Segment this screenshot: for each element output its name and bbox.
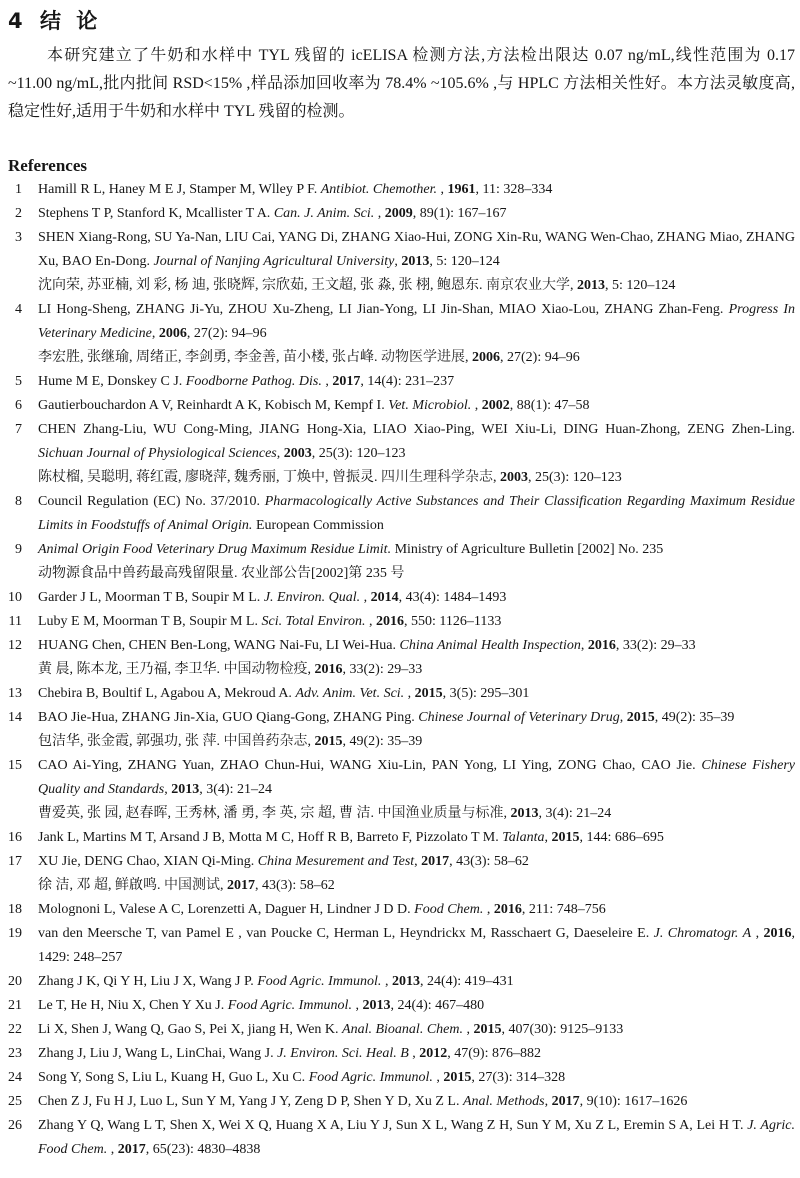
reference-number: 6 — [15, 398, 22, 413]
reference-year: 2006 — [472, 350, 500, 365]
reference-year: 2012 — [419, 1046, 448, 1061]
reference-authors: Garder J L, Moorman T B, Soupir M L. — [38, 590, 264, 605]
reference-separator: , — [544, 1094, 552, 1109]
reference-details: , 27(2): 94–96 — [500, 350, 580, 365]
reference-year: 2015 — [473, 1022, 502, 1037]
reference-details: , 1429: 248–257 — [38, 926, 795, 965]
reference-details: , 144: 686–695 — [579, 830, 664, 845]
reference-journal: Journal of Nanjing Agricultural University — [153, 254, 395, 269]
reference-details: , 407(30): 9125–9133 — [501, 1022, 624, 1037]
reference-authors: Zhang J K, Qi Y H, Liu J X, Wang J P. — [38, 974, 258, 989]
reference-details: , 25(3): 120–123 — [311, 446, 406, 461]
reference-year: 2015 — [314, 734, 343, 749]
reference-journal: China Animal Health Inspection — [399, 638, 581, 653]
reference-year: 2016 — [587, 638, 616, 653]
reference-number: 11 — [8, 614, 22, 629]
reference-journal: J. Environ. Sci. Heal. B — [277, 1046, 409, 1061]
reference-journal: Antibiot. Chemother. — [320, 182, 438, 197]
reference-authors: van den Meersche T, van Pamel E , van Poucke C, Herman L, Heyndrickx M, Rasschaert G, Daeseleire E. — [38, 926, 654, 941]
reference-authors: 动物源食品中兽药最高残留限量. 农业部公告[2002]第 235 号 — [38, 566, 405, 581]
reference-separator: , — [751, 926, 764, 941]
reference-body — [38, 1066, 795, 1090]
reference-separator: , — [544, 830, 552, 845]
reference-separator: , — [483, 902, 494, 917]
reference-item — [0, 418, 795, 490]
reference-year: 2013 — [510, 806, 539, 821]
reference-line-english — [38, 922, 795, 970]
reference-year: 2014 — [370, 590, 399, 605]
reference-year: 2017 — [551, 1094, 580, 1109]
reference-item — [0, 178, 795, 202]
reference-authors: CHEN Zhang-Liu, WU Cong-Ming, JIANG Hong-Xia, LIAO Xiao-Ping, WEI Xiu-Li, DING Huan-Zhong, ZENG Zhen-Ling. — [38, 422, 795, 437]
reference-number: 18 — [8, 902, 22, 917]
reference-journal: Chinese Journal of Veterinary Drug — [418, 710, 620, 725]
reference-year: 2009 — [384, 206, 413, 221]
reference-item — [0, 754, 795, 826]
reference-separator: , — [276, 446, 284, 461]
reference-details: , 43(3): 58–62 — [255, 878, 335, 893]
reference-line-chinese — [38, 562, 795, 586]
reference-year: 2013 — [362, 998, 391, 1013]
reference-number: 26 — [8, 1118, 22, 1133]
reference-body — [38, 370, 795, 394]
reference-number: 13 — [8, 686, 22, 701]
section-title: 结 论 — [40, 9, 98, 33]
reference-authors: Chen Z J, Fu H J, Luo L, Sun Y M, Yang J Y, Zeng D P, Shen Y D, Xu Z L. — [38, 1094, 463, 1109]
reference-body — [38, 298, 795, 370]
reference-journal: 中国渔业质量与标准 — [377, 806, 504, 821]
reference-number: 9 — [15, 542, 22, 557]
reference-year: 2015 — [551, 830, 580, 845]
reference-year: 2016 — [493, 902, 522, 917]
reference-journal: Sci. Total Environ. — [261, 614, 366, 629]
reference-journal: Food Chem. — [414, 902, 484, 917]
reference-separator: , — [462, 1022, 474, 1037]
reference-details: , 89(1): 167–167 — [412, 206, 507, 221]
reference-list — [0, 178, 795, 1162]
reference-body — [38, 610, 795, 634]
reference-year: 2016 — [314, 662, 343, 677]
reference-separator: , — [503, 806, 511, 821]
reference-body — [38, 394, 795, 418]
reference-separator: , — [365, 614, 376, 629]
reference-year: 2016 — [763, 926, 792, 941]
section-number: 4 — [8, 9, 23, 33]
reference-number: 19 — [8, 926, 22, 941]
reference-separator: , — [619, 710, 627, 725]
reference-number: 1 — [15, 182, 22, 197]
reference-line-english — [38, 754, 795, 802]
reference-authors: Hamill R L, Haney M E J, Stamper M, Wlley P F. — [38, 182, 321, 197]
reference-year: 2015 — [414, 686, 443, 701]
reference-authors: Gautierbouchardon A V, Reinhardt A K, Kobisch M, Kempf I. — [38, 398, 389, 413]
reference-authors: XU Jie, DENG Chao, XIAN Qi-Ming. — [38, 854, 258, 869]
reference-item — [0, 226, 795, 298]
reference-item — [0, 610, 795, 634]
reference-details: , 11: 328–334 — [475, 182, 553, 197]
reference-line-english — [38, 418, 795, 466]
reference-details: , 24(4): 467–480 — [390, 998, 485, 1013]
reference-details: , 43(4): 1484–1493 — [398, 590, 507, 605]
reference-number: 15 — [8, 758, 22, 773]
reference-body — [38, 418, 795, 490]
reference-item — [0, 706, 795, 754]
reference-body — [38, 1090, 795, 1114]
reference-authors: CAO Ai-Ying, ZHANG Yuan, ZHAO Chun-Hui, WANG Xiu-Lin, PAN Yong, LI Ying, ZONG Chao, CAO Jie. — [38, 758, 702, 773]
reference-item — [0, 1042, 795, 1066]
reference-line-chinese — [38, 466, 795, 490]
reference-authors: Zhang J, Liu J, Wang L, LinChai, Wang J. — [38, 1046, 278, 1061]
reference-number: 10 — [8, 590, 22, 605]
reference-line-english — [38, 298, 795, 346]
reference-body — [38, 538, 795, 586]
reference-item — [0, 1114, 795, 1162]
reference-authors: 曹爱英, 张 园, 赵春晖, 王秀林, 潘 勇, 李 英, 宗 超, 曹 洁. — [38, 806, 378, 821]
reference-separator: , — [107, 1142, 118, 1157]
reference-authors: HUANG Chen, CHEN Ben-Long, WANG Nai-Fu, LI Wei-Hua. — [38, 638, 400, 653]
reference-journal: Talanta — [502, 830, 545, 845]
reference-line-english — [38, 1114, 795, 1162]
reference-item — [0, 850, 795, 898]
reference-year: 1961 — [447, 182, 476, 197]
reference-authors: BAO Jie-Hua, ZHANG Jin-Xia, GUO Qiang-Gong, ZHANG Ping. — [38, 710, 419, 725]
reference-number: 24 — [8, 1070, 22, 1085]
reference-year: 2006 — [158, 326, 187, 341]
reference-number: 2 — [15, 206, 22, 221]
reference-body — [38, 586, 795, 610]
reference-body — [38, 754, 795, 826]
reference-number: 8 — [15, 494, 22, 509]
reference-journal: Chinese Fishery Quality and Standards — [38, 758, 795, 797]
reference-line-english — [38, 586, 795, 610]
reference-line-english — [38, 202, 795, 226]
reference-line-chinese — [38, 874, 795, 898]
reference-authors: 徐 洁, 邓 超, 鲜啟鸣. — [38, 878, 164, 893]
reference-year: 2003 — [500, 470, 528, 485]
reference-authors: Chebira B, Boultif L, Agabou A, Mekroud A. — [38, 686, 296, 701]
reference-details: , 3(4): 21–24 — [199, 782, 272, 797]
reference-line-chinese — [38, 658, 795, 682]
reference-body — [38, 682, 795, 706]
reference-journal: Anal. Bioanal. Chem. — [342, 1022, 463, 1037]
reference-line-english — [38, 1066, 795, 1090]
reference-item — [0, 538, 795, 586]
reference-authors: Council Regulation (EC) No. 37/2010. — [38, 494, 265, 509]
reference-number: 4 — [15, 302, 22, 317]
reference-details: Ministry of Agriculture Bulletin [2002] No. 235 — [391, 542, 664, 557]
reference-year: 2017 — [421, 854, 450, 869]
reference-line-english — [38, 1042, 795, 1066]
reference-line-chinese — [38, 802, 795, 826]
reference-body — [38, 898, 795, 922]
reference-details: , 43(3): 58–62 — [449, 854, 529, 869]
reference-details: , 3(5): 295–301 — [442, 686, 530, 701]
reference-body — [38, 490, 795, 538]
reference-item — [0, 1018, 795, 1042]
reference-line-english — [38, 1018, 795, 1042]
reference-separator: , — [307, 662, 315, 677]
reference-authors: 李宏胜, 张继瑜, 周绪正, 李剑勇, 李金善, 苗小楼, 张占峰. — [38, 350, 381, 365]
reference-item — [0, 370, 795, 394]
reference-details: , 88(1): 47–58 — [509, 398, 590, 413]
reference-journal: Anal. Methods — [462, 1094, 545, 1109]
reference-year: 2015 — [626, 710, 655, 725]
reference-journal: J. Agric. Food Chem. — [38, 1118, 795, 1157]
reference-details: , 5: 120–124 — [605, 278, 676, 293]
reference-year: 2013 — [171, 782, 200, 797]
reference-journal: Pharmacologically Active Substances and Their Classification Regarding Maximum Residue Limits in Foodstuffs of Animal Origin. — [38, 494, 795, 533]
reference-journal: 四川生理科学杂志 — [381, 470, 493, 485]
reference-journal: Vet. Microbiol. — [388, 398, 472, 413]
reference-number: 5 — [15, 374, 22, 389]
reference-authors: Jank L, Martins M T, Arsand J B, Motta M C, Hoff R B, Barreto F, Pizzolato T M. — [38, 830, 503, 845]
reference-separator: , — [151, 326, 159, 341]
reference-item — [0, 922, 795, 970]
reference-item — [0, 1066, 795, 1090]
reference-details: , 49(2): 35–39 — [342, 734, 423, 749]
section-heading — [8, 6, 97, 36]
reference-line-chinese — [38, 730, 795, 754]
reference-year: 2013 — [401, 254, 430, 269]
reference-number: 12 — [8, 638, 22, 653]
reference-journal: 中国动物检疫 — [223, 662, 308, 677]
reference-number: 3 — [15, 230, 22, 245]
reference-details: , 24(4): 419–431 — [419, 974, 514, 989]
reference-body — [38, 1042, 795, 1066]
reference-separator: , — [414, 854, 422, 869]
reference-number: 23 — [8, 1046, 22, 1061]
reference-authors: Hume M E, Donskey C J. — [38, 374, 186, 389]
reference-details: , 33(2): 29–33 — [615, 638, 696, 653]
reference-separator: , — [465, 350, 472, 365]
reference-body — [38, 922, 795, 970]
reference-authors: 包洁华, 张金霞, 郭强功, 张 萍. — [38, 734, 224, 749]
reference-item — [0, 490, 795, 538]
reference-year: 2013 — [577, 278, 605, 293]
reference-authors: Le T, He H, Niu X, Chen Y Xu J. — [38, 998, 228, 1013]
reference-item — [0, 826, 795, 850]
reference-authors: 陈杖榴, 吴聪明, 蒋红霞, 廖晓萍, 魏秀丽, 丁焕中, 曾振灵. — [38, 470, 381, 485]
reference-separator: , — [404, 686, 415, 701]
reference-number: 21 — [8, 998, 22, 1013]
reference-line-english — [38, 682, 795, 706]
reference-body — [38, 826, 795, 850]
reference-item — [0, 970, 795, 994]
reference-line-english — [38, 490, 795, 538]
reference-year: 2013 — [391, 974, 420, 989]
reference-authors: Li X, Shen J, Wang Q, Gao S, Pei X, jiang H, Wen K. — [38, 1022, 343, 1037]
reference-line-english — [38, 898, 795, 922]
reference-line-english — [38, 1090, 795, 1114]
reference-details: , 9(10): 1617–1626 — [579, 1094, 688, 1109]
reference-body — [38, 226, 795, 298]
reference-separator: , — [394, 254, 402, 269]
reference-line-english — [38, 970, 795, 994]
reference-journal: Can. J. Anim. Sci. — [273, 206, 375, 221]
reference-journal: 中国兽药杂志 — [223, 734, 308, 749]
reference-line-english — [38, 394, 795, 418]
reference-journal: Adv. Anim. Vet. Sci. — [295, 686, 405, 701]
reference-number: 20 — [8, 974, 22, 989]
reference-separator: , — [437, 182, 448, 197]
reference-item — [0, 298, 795, 370]
reference-authors: Song Y, Song S, Liu L, Kuang H, Guo L, Xu C. — [38, 1070, 309, 1085]
reference-journal: Animal Origin Food Veterinary Drug Maximum Residue Limit. — [38, 542, 392, 557]
reference-item — [0, 898, 795, 922]
reference-details: , 27(2): 94–96 — [186, 326, 267, 341]
references-heading: References — [8, 156, 87, 175]
reference-year: 2016 — [375, 614, 404, 629]
reference-line-chinese — [38, 346, 795, 370]
reference-journal: Food Agric. Immunol. — [257, 974, 382, 989]
reference-year: 2003 — [283, 446, 312, 461]
reference-details: , 47(9): 876–882 — [447, 1046, 541, 1061]
reference-separator: , — [321, 374, 333, 389]
reference-item — [0, 394, 795, 418]
reference-number: 7 — [15, 422, 22, 437]
reference-separator: , — [493, 470, 500, 485]
reference-journal: J. Chromatogr. A — [653, 926, 752, 941]
reference-authors: Molognoni L, Valese A C, Lorenzetti A, Daguer H, Lindner J D D. — [38, 902, 415, 917]
reference-separator: , — [408, 1046, 420, 1061]
reference-journal: J. Environ. Qual. — [263, 590, 361, 605]
reference-item — [0, 634, 795, 682]
reference-details: , 550: 1126–1133 — [403, 614, 502, 629]
reference-details: , 3(4): 21–24 — [538, 806, 612, 821]
reference-separator: , — [374, 206, 385, 221]
reference-year: 2017 — [117, 1142, 146, 1157]
reference-details: , 27(3): 314–328 — [471, 1070, 566, 1085]
reference-journal: Progress In Veterinary Medicine — [38, 302, 795, 341]
reference-year: 2017 — [332, 374, 361, 389]
reference-number: 16 — [8, 830, 22, 845]
reference-separator: , — [471, 398, 482, 413]
reference-separator: , — [580, 638, 588, 653]
reference-body — [38, 1018, 795, 1042]
reference-details: European Commission — [252, 518, 384, 533]
reference-details: , 25(3): 120–123 — [528, 470, 622, 485]
conclusion-paragraph: 本研究建立了牛奶和水样中 TYL 残留的 icELISA 检测方法,方法检出限达 0.07 ng/mL,线性范围为 0.17 ~11.00 ng/mL,批内批间 RSD<15% ,样品添加回收率为 78.4% ~105.6% ,与 HPLC 方法相关性好。本方法灵敏度高,稳定性好,适用于牛奶和水样中 TYL 残留的检测。 — [8, 47, 795, 120]
reference-body — [38, 202, 795, 226]
reference-year: 2002 — [481, 398, 510, 413]
reference-line-english — [38, 226, 795, 274]
reference-number: 14 — [8, 710, 22, 725]
reference-line-english — [38, 994, 795, 1018]
reference-line-english — [38, 634, 795, 658]
reference-details: , 5: 120–124 — [429, 254, 500, 269]
reference-item — [0, 994, 795, 1018]
reference-line-english — [38, 538, 795, 562]
reference-separator: , — [164, 782, 172, 797]
reference-number: 25 — [8, 1094, 22, 1109]
reference-authors: SHEN Xiang-Rong, SU Ya-Nan, LIU Cai, YANG Di, ZHANG Xiao-Hui, ZONG Xin-Ru, WANG Wen-Chao, ZHANG Miao, ZHANG Xu, BAO En-Dong. — [38, 230, 795, 269]
reference-journal: 动物医学进展 — [381, 350, 465, 365]
reference-details: , 211: 748–756 — [521, 902, 606, 917]
reference-year: 2017 — [227, 878, 255, 893]
reference-body — [38, 850, 795, 898]
reference-body — [38, 706, 795, 754]
reference-item — [0, 586, 795, 610]
reference-line-english — [38, 706, 795, 730]
reference-details: , 65(23): 4830–4838 — [145, 1142, 261, 1157]
reference-details: , 14(4): 231–237 — [360, 374, 455, 389]
reference-journal: Sichuan Journal of Physiological Sciences — [38, 446, 277, 461]
reference-separator: , — [360, 590, 371, 605]
reference-journal: 中国测试 — [164, 878, 220, 893]
reference-line-english — [38, 850, 795, 874]
reference-item — [0, 202, 795, 226]
reference-separator: , — [351, 998, 363, 1013]
reference-body — [38, 1114, 795, 1162]
reference-journal: Food Agric. Immunol. — [308, 1070, 433, 1085]
reference-separator: , — [220, 878, 227, 893]
reference-year: 2015 — [443, 1070, 472, 1085]
reference-authors: Zhang Y Q, Wang L T, Shen X, Wei X Q, Huang X A, Liu Y J, Sun X L, Wang Z H, Sun Y M, Xu Z L, Eremin S A, Lei H T. — [38, 1118, 748, 1133]
reference-separator: , — [432, 1070, 444, 1085]
reference-number: 22 — [8, 1022, 22, 1037]
reference-item — [0, 1090, 795, 1114]
reference-body — [38, 994, 795, 1018]
reference-journal: Food Agric. Immunol. — [227, 998, 352, 1013]
reference-journal: Foodborne Pathog. Dis. — [185, 374, 322, 389]
reference-authors: Stephens T P, Stanford K, Mcallister T A. — [38, 206, 274, 221]
reference-separator: , — [570, 278, 577, 293]
reference-line-english — [38, 826, 795, 850]
reference-details: , 33(2): 29–33 — [342, 662, 423, 677]
reference-body — [38, 970, 795, 994]
reference-line-english — [38, 370, 795, 394]
reference-body — [38, 178, 795, 202]
reference-authors: LI Hong-Sheng, ZHANG Ji-Yu, ZHOU Xu-Zheng, LI Jian-Yong, LI Jin-Shan, MIAO Xiao-Lou, ZHANG Zhan-Feng. — [38, 302, 729, 317]
reference-authors: 沈向荣, 苏亚楠, 刘 彩, 杨 迪, 张晓辉, 宗欣茹, 王文超, 张 淼, 张 栩, 鲍恩东. — [38, 278, 486, 293]
reference-authors: Luby E M, Moorman T B, Soupir M L. — [38, 614, 262, 629]
reference-separator: , — [307, 734, 315, 749]
reference-journal: 南京农业大学 — [486, 278, 570, 293]
reference-journal: China Mesurement and Test — [257, 854, 415, 869]
reference-line-english — [38, 178, 795, 202]
reference-body — [38, 634, 795, 682]
reference-details: , 49(2): 35–39 — [654, 710, 735, 725]
reference-item — [0, 682, 795, 706]
reference-separator: , — [381, 974, 392, 989]
reference-line-english — [38, 610, 795, 634]
reference-authors: 黄 晨, 陈本龙, 王乃福, 李卫华. — [38, 662, 224, 677]
reference-line-chinese — [38, 274, 795, 298]
reference-number: 17 — [8, 854, 22, 869]
